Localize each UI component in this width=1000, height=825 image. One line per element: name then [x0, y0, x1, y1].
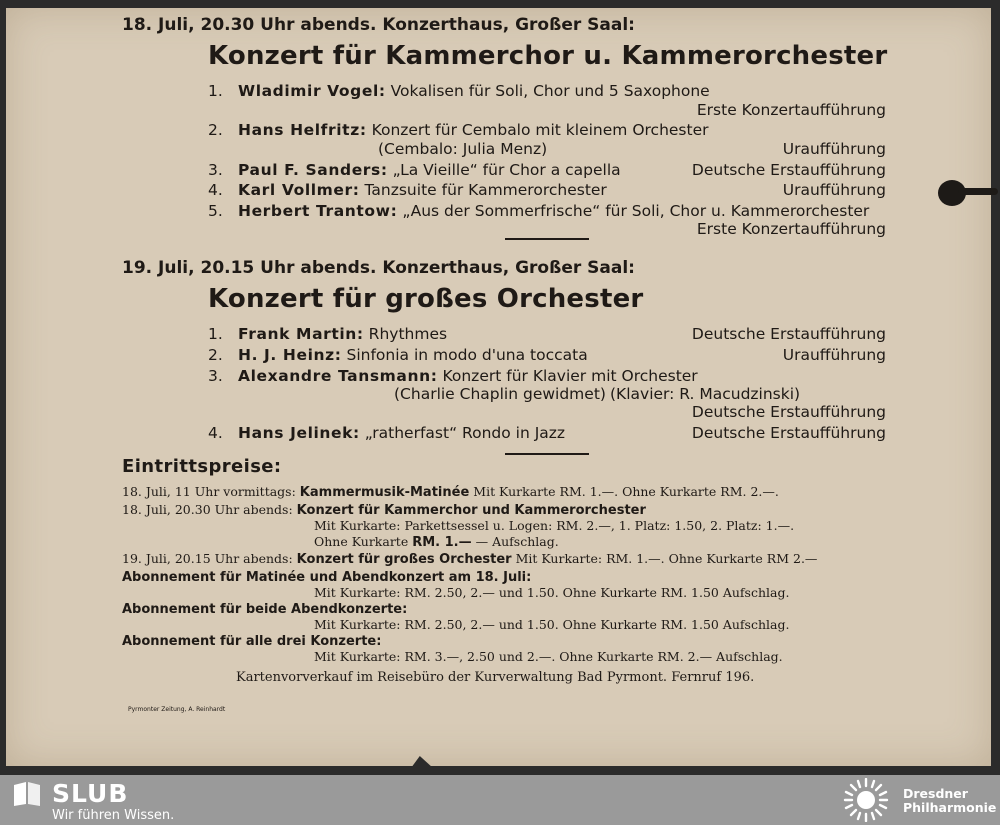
concert1-item-5-note-line [208, 220, 886, 240]
performance-note: Uraufführung [782, 181, 886, 199]
paper-tear [411, 756, 433, 768]
section-divider [505, 238, 589, 240]
price-text: Mit Kurkarte: RM. 1.—. Ohne Kurkarte RM 2.— [515, 551, 818, 566]
composer: Paul F. Sanders: [238, 161, 388, 179]
composer: Hans Helfritz: [238, 121, 367, 139]
concert1-item-5 [208, 202, 886, 220]
price-line-chamber-seats: Mit Kurkarte: Parkettsessel u. Logen: RM. 2.—, 1. Platz: 1.50, 2. Platz: 1.—. [314, 518, 795, 533]
work-title: Konzert für Cembalo mit kleinem Orchester [371, 121, 709, 139]
price-amount: RM. 1.— [412, 535, 472, 550]
work-title: Konzert für Klavier mit Orchester [442, 367, 698, 385]
item-number: 2. [208, 346, 223, 364]
presale-note: Kartenvorverkauf im Reisebüro der Kurverwaltung Bad Pyrmont. Fernruf 196. [236, 670, 755, 685]
item-number: 1. [208, 82, 223, 100]
work-title: Sinfonia in modo d'una toccata [346, 346, 588, 364]
event-name: Konzert für Kammerchor und Kammerorchester [296, 503, 646, 518]
abo-title: Abonnement für beide Abendkonzerte: [122, 602, 408, 617]
work-title: „La Vieille“ für Chor a capella [392, 161, 621, 179]
performance-note: Uraufführung [782, 346, 886, 364]
abo-title: Abonnement für alle drei Konzerte: [122, 634, 382, 649]
price-line-matinee [122, 484, 779, 500]
abo-title: Abonnement für Matinée und Abendkonzert am 18. Juli: [122, 570, 532, 585]
price-line-orchestra [122, 551, 817, 567]
concert2-item-4 [208, 424, 886, 444]
slub-logo-text[interactable]: SLUB [52, 779, 129, 808]
concert2-item-2 [208, 346, 886, 366]
item-number: 3. [208, 367, 223, 385]
composer: Karl Vollmer: [238, 181, 360, 199]
composer: Frank Martin: [238, 325, 364, 343]
price-label: 19. Juli, 20.15 Uhr abends: [122, 551, 293, 566]
philharmonie-sun-icon[interactable] [840, 778, 892, 822]
composer: Alexandre Tansmann: [238, 367, 438, 385]
work-title: Tanzsuite für Kammerorchester [364, 181, 607, 199]
concert1-title: Konzert für Kammerchor u. Kammerorchester [208, 41, 888, 71]
price-label: 18. Juli, 11 Uhr vormittags: [122, 484, 296, 499]
section-divider [505, 453, 589, 455]
concert1-item-1 [208, 82, 886, 100]
abo3-title [122, 633, 381, 649]
concert2-item-1 [208, 325, 886, 345]
event-name: Kammermusik-Matinée [299, 485, 470, 500]
price-line-chamber [122, 502, 646, 518]
work-title: „ratherfast“ Rondo in Jazz [364, 424, 566, 442]
concert1-date-line: 18. Juli, 20.30 Uhr abends. Konzerthaus, Großer Saal: [122, 15, 635, 35]
performance-note: Deutsche Erstaufführung [691, 403, 886, 421]
performance-note: Deutsche Erstaufführung [691, 161, 886, 179]
item-number: 4. [208, 181, 223, 199]
concert-program-page [6, 8, 991, 766]
item-number: 3. [208, 161, 223, 179]
price-text: Ohne Kurkarte [314, 534, 409, 549]
soloist-note: (Klavier: R. Macudzinski) [610, 385, 801, 403]
composer: Hans Jelinek: [238, 424, 360, 442]
item-number: 4. [208, 424, 223, 442]
performance-note: Erste Konzertaufführung [696, 101, 886, 119]
item-number: 1. [208, 325, 223, 343]
work-title: „Aus der Sommerfrische“ für Soli, Chor u. Kammerorchester [402, 202, 870, 220]
abo1-price: Mit Kurkarte: RM. 2.50, 2.— und 1.50. Ohne Kurkarte RM. 1.50 Aufschlag. [314, 585, 790, 600]
abo3-price: Mit Kurkarte: RM. 3.—, 2.50 und 2.—. Ohne Kurkarte RM. 2.— Aufschlag. [314, 649, 783, 664]
concert2-item-3 [208, 367, 886, 385]
price-text: Mit Kurkarte RM. 1.—. Ohne Kurkarte RM. 2.—. [473, 484, 779, 499]
printer-imprint: Pyrmonter Zeitung, A. Reinhardt [128, 706, 226, 713]
abo1-title [122, 569, 531, 585]
performance-note: Erste Konzertaufführung [696, 220, 886, 238]
dedication-note: (Charlie Chaplin gewidmet) [394, 385, 606, 403]
philharmonie-logo-text[interactable] [903, 787, 996, 815]
work-title: Vokalisen für Soli, Chor und 5 Saxophone [390, 82, 710, 100]
composer: Wladimir Vogel: [238, 82, 386, 100]
performance-note: Deutsche Erstaufführung [691, 424, 886, 442]
event-name: Konzert für großes Orchester [296, 552, 512, 567]
work-title: Rhythmes [368, 325, 448, 343]
price-text: Aufschlag. [492, 534, 559, 549]
slub-book-icon[interactable] [12, 780, 42, 806]
concert2-item-3-detail-line [208, 385, 886, 405]
concert1-item-2 [208, 121, 886, 139]
abo2-price: Mit Kurkarte: RM. 2.50, 2.— und 1.50. Ohne Kurkarte RM. 1.50 Aufschlag. [314, 617, 790, 632]
concert2-item-3-note-line [208, 403, 886, 423]
performance-note: Uraufführung [782, 140, 886, 158]
price-line-chamber-surcharge: Ohne Kurkarte RM. 1.— — Aufschlag. [314, 534, 559, 550]
performance-note: Deutsche Erstaufführung [691, 325, 886, 343]
concert2-date-line: 19. Juli, 20.15 Uhr abends. Konzerthaus, Großer Saal: [122, 258, 635, 278]
footer-bar [0, 775, 1000, 825]
soloist-note: (Cembalo: Julia Menz) [378, 140, 548, 158]
abo2-title [122, 601, 407, 617]
concert1-item-2-detail-line [208, 140, 886, 160]
punch-hole [938, 180, 966, 206]
slub-tagline: Wir führen Wissen. [52, 808, 175, 823]
item-number: 2. [208, 121, 223, 139]
concert1-item-1-note-line [208, 101, 886, 121]
philharmonie-line-1: Dresdner [903, 786, 968, 801]
concert1-item-3 [208, 161, 886, 181]
item-number: 5. [208, 202, 223, 220]
composer: Herbert Trantow: [238, 202, 398, 220]
prices-heading: Eintrittspreise: [122, 456, 282, 477]
composer: H. J. Heinz: [238, 346, 342, 364]
philharmonie-line-2: Philharmonie [903, 800, 997, 815]
price-label: 18. Juli, 20.30 Uhr abends: [122, 502, 293, 517]
concert2-title: Konzert für großes Orchester [208, 284, 644, 314]
concert1-item-4 [208, 181, 886, 201]
